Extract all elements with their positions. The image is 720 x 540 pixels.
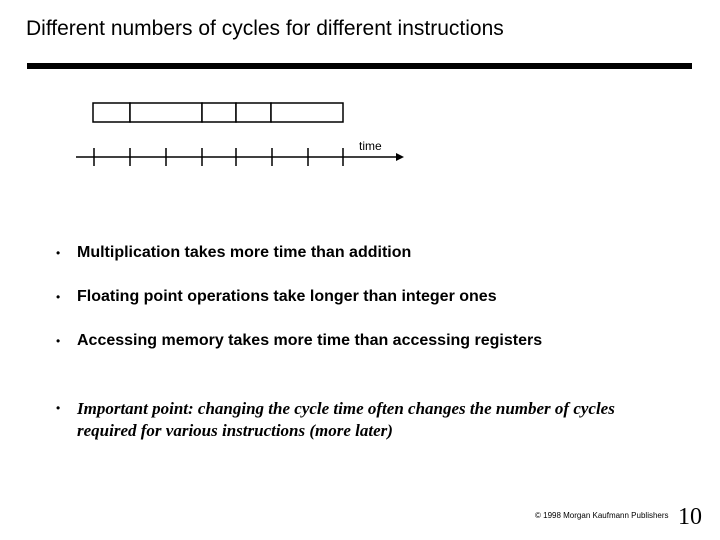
bullet-text-important: Important point: changing the cycle time often changes the number of cycles required for various instructions (more later) bbox=[77, 399, 615, 440]
bullet-text: Multiplication takes more time than addition bbox=[77, 244, 412, 261]
instruction-block bbox=[130, 103, 202, 122]
page-number: 10 bbox=[678, 504, 702, 530]
copyright-notice: © 1998 Morgan Kaufmann Publishers bbox=[535, 511, 669, 520]
bullet-text: Accessing memory takes more time than accessing registers bbox=[77, 332, 543, 349]
instruction-block bbox=[236, 103, 271, 122]
time-axis-label: time bbox=[359, 139, 382, 153]
bullet-symbol: • bbox=[56, 334, 61, 348]
instruction-block bbox=[271, 103, 343, 122]
bullet-symbol: • bbox=[56, 290, 61, 304]
bullet-text: Floating point operations take longer than integer ones bbox=[77, 288, 497, 305]
bullet-symbol: • bbox=[56, 401, 61, 415]
instruction-block bbox=[93, 103, 130, 122]
slide-title: Different numbers of cycles for different instructions bbox=[26, 17, 504, 40]
cycle-timeline-diagram bbox=[0, 0, 720, 200]
time-axis-arrowhead bbox=[396, 153, 404, 161]
bullet-symbol: • bbox=[56, 246, 61, 260]
instruction-block bbox=[202, 103, 236, 122]
